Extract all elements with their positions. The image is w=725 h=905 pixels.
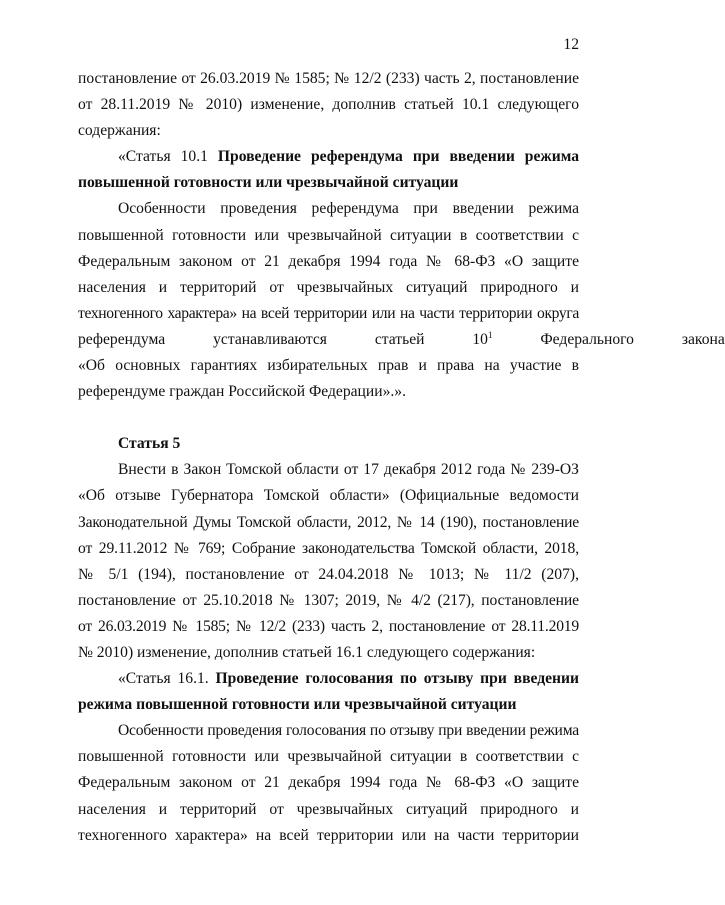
text-line: от 26.03.2019 № 1585; № 12/2 (233) часть 2, постановление от 28.11.2019	[78, 617, 579, 635]
article-5-heading	[78, 431, 579, 457]
article-10-1-title	[78, 144, 579, 170]
text-line: Федеральным законом от 21 декабря 1994 года № 68-ФЗ «О защите	[78, 252, 579, 270]
text-line: населения и территорий от чрезвычайных ситуаций природного и	[78, 800, 579, 818]
text-line: техногенного характера» на всей территории или на части территории	[78, 826, 579, 844]
text-line: от 29.11.2012 № 769; Собрание законодательства Томской области, 2018,	[78, 539, 579, 557]
text-line: техногенного характера» на всей территории или на части территории округа	[78, 304, 579, 322]
article-16-1-prefix: «Статья 16.1.	[118, 670, 216, 688]
line-end: Федерального закона	[492, 330, 725, 348]
text-line: Федеральным законом от 21 декабря 1994 года № 68-ФЗ «О защите	[78, 774, 579, 792]
text-line: повышенной готовности или чрезвычайной ситуации в соответствии с	[78, 748, 579, 766]
article-10-1-title-cont	[78, 170, 579, 196]
text-line: № 2010) изменение, дополнив статьей 16.1 следующего содержания:	[78, 643, 536, 661]
text-line: содержания:	[78, 122, 161, 140]
text-line: «Об отзыве Губернатора Томской области» (Официальные ведомости	[78, 487, 579, 505]
text-line: Особенности проведения референдума при введении режима	[118, 200, 579, 218]
article-16-1-title-bold-2: режима повышенной готовности или чрезвычайной ситуации	[78, 696, 517, 714]
text-line: Особенности проведения голосования по отзыву при введении режима	[118, 722, 579, 740]
text-line: Внести в Закон Томской области от 17 декабря 2012 года № 239-ОЗ	[118, 461, 579, 479]
text-line: повышенной готовности или чрезвычайной ситуации в соответствии с	[78, 226, 579, 244]
article-10-1-title-bold: Проведение референдума при введении режима	[217, 148, 580, 166]
text-line: референдуме граждан Российской Федерации».».	[78, 383, 406, 401]
text-line: № 5/1 (194), постановление от 24.04.2018 № 1013; № 11/2 (207),	[78, 565, 579, 583]
page-number: 12	[563, 36, 579, 53]
article-16-1-title-bold: Проведение голосования по отзыву при введении	[215, 670, 579, 688]
article-16-1-title	[78, 666, 579, 692]
article-10-1-prefix: «Статья 10.1	[118, 148, 218, 166]
superscript: 1	[487, 329, 493, 340]
article-5-heading-text: Статья 5	[118, 435, 181, 453]
text-line: постановление от 25.10.2018 № 1307; 2019, № 4/2 (217), постановление	[78, 591, 579, 609]
text-line: населения и территорий от чрезвычайных ситуаций природного и	[78, 278, 579, 296]
text-line: постановление от 26.03.2019 № 1585; № 12/2 (233) часть 2, постановление	[78, 70, 579, 87]
article-10-1-title-bold-2: повышенной готовности или чрезвычайной ситуации	[78, 174, 459, 192]
document-body	[78, 66, 725, 849]
line-start: референдума устанавливаются статьей 10	[78, 330, 488, 348]
text-line: «Об основных гарантиях избирательных прав и права на участие в	[78, 357, 579, 375]
text-line: от 28.11.2019 № 2010) изменение, дополнив статьей 10.1 следующего	[78, 96, 579, 114]
text-line-with-superscript	[78, 327, 725, 353]
text-line: Законодательной Думы Томской области, 2012, № 14 (190), постановление	[78, 513, 579, 531]
article-16-1-title-cont	[78, 692, 579, 718]
